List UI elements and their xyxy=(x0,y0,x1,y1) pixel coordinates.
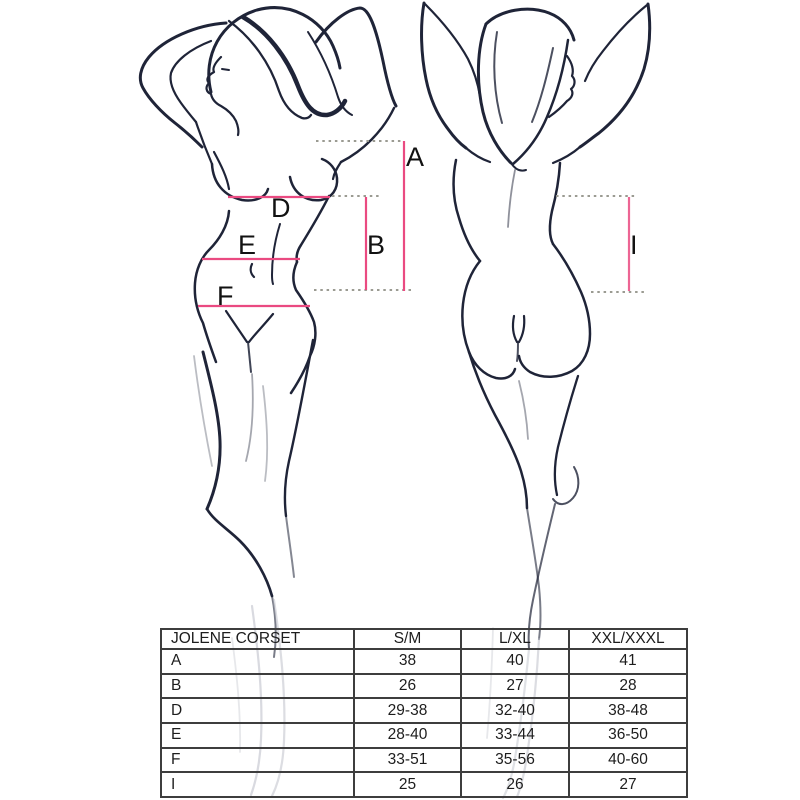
back-figure-line-art xyxy=(422,3,650,649)
size-table-header-row xyxy=(161,629,687,649)
measure-label-d: D xyxy=(271,193,291,223)
front-hair-sweep xyxy=(243,17,345,115)
back-crease-stem xyxy=(517,342,518,361)
back-knee-crease xyxy=(553,467,578,504)
front-right-arm-outer xyxy=(316,8,396,106)
table-row-e xyxy=(161,723,687,748)
value-cell: 25 xyxy=(354,772,461,797)
front-right-waist xyxy=(297,196,329,262)
value-cell: 40 xyxy=(461,649,569,674)
value-cell: 33-51 xyxy=(354,748,461,773)
front-eye xyxy=(222,69,229,70)
value-cell: 36-50 xyxy=(569,723,687,748)
front-right-forearm xyxy=(341,108,394,162)
front-pubic-stem xyxy=(248,342,251,372)
back-right-hip-buttock xyxy=(519,244,590,377)
front-hair-strand xyxy=(229,21,311,118)
back-right-thigh xyxy=(555,376,578,495)
back-right-silhouette xyxy=(550,163,560,244)
front-figure-line-art xyxy=(140,8,396,657)
value-cell: 28-40 xyxy=(354,723,461,748)
back-right-arm-outer xyxy=(580,4,650,147)
back-right-shoulder xyxy=(553,147,580,163)
value-cell: 41 xyxy=(569,649,687,674)
back-hair-right-edge xyxy=(513,40,568,164)
value-cell: 27 xyxy=(569,772,687,797)
front-right-thigh xyxy=(285,340,313,516)
measure-key-cell: B xyxy=(161,674,354,699)
measure-key-cell: I xyxy=(161,772,354,797)
value-cell: 28 xyxy=(569,674,687,699)
value-cell: 35-56 xyxy=(461,748,569,773)
back-left-shoulder xyxy=(466,148,490,162)
front-inner-thigh-light xyxy=(246,374,253,461)
size-col-header-lxl: L/XL xyxy=(461,629,569,649)
front-right-breast xyxy=(290,159,337,200)
front-inner-thigh-light-2 xyxy=(263,386,267,481)
front-left-arm-inner xyxy=(170,41,211,122)
size-col-header-xxl: XXL/XXXL xyxy=(569,629,687,649)
back-crease-right xyxy=(519,316,524,342)
table-row-d xyxy=(161,698,687,723)
value-cell: 38 xyxy=(354,649,461,674)
back-crease-left xyxy=(513,316,517,342)
back-left-inner-thigh xyxy=(519,381,528,439)
measure-key-cell: A xyxy=(161,649,354,674)
back-left-hip-buttock xyxy=(462,261,515,379)
measure-label-e: E xyxy=(238,230,257,260)
value-cell: 27 xyxy=(461,674,569,699)
front-right-shin xyxy=(286,516,294,577)
value-cell: 29-38 xyxy=(354,698,461,723)
product-name-header: JOLENE CORSET xyxy=(161,629,354,649)
size-table xyxy=(160,628,688,798)
table-row-i xyxy=(161,772,687,797)
measure-label-b: B xyxy=(367,230,386,260)
measure-label-a: A xyxy=(406,142,425,172)
back-right-arm-inner xyxy=(585,5,647,81)
front-left-arm-outer xyxy=(140,23,226,147)
front-right-hip xyxy=(291,262,315,393)
front-navel xyxy=(251,264,254,277)
back-face-profile xyxy=(549,56,575,117)
value-cell: 26 xyxy=(461,772,569,797)
measure-label-i: I xyxy=(630,230,638,260)
back-hair-crown xyxy=(486,9,574,40)
front-left-calf xyxy=(207,509,272,596)
front-pubic-left xyxy=(226,311,247,342)
measure-key-cell: F xyxy=(161,748,354,773)
front-left-breast xyxy=(212,164,268,200)
size-col-header-sm: S/M xyxy=(354,629,461,649)
measure-key-cell: D xyxy=(161,698,354,723)
front-pubic-right xyxy=(249,314,273,342)
measure-key-cell: E xyxy=(161,723,354,748)
value-cell: 40-60 xyxy=(569,748,687,773)
front-abdomen-line xyxy=(272,224,280,284)
back-left-arm-inner xyxy=(425,4,480,96)
back-hair-strand xyxy=(494,32,502,123)
table-row-f xyxy=(161,748,687,773)
value-cell: 32-40 xyxy=(461,698,569,723)
table-row-b xyxy=(161,674,687,699)
measurement-guides-dotted xyxy=(314,141,644,292)
back-spine-hint xyxy=(508,170,515,227)
back-left-leg-outer xyxy=(469,352,527,508)
value-cell: 33-44 xyxy=(461,723,569,748)
value-cell: 26 xyxy=(354,674,461,699)
value-cell: 38-48 xyxy=(569,698,687,723)
back-left-silhouette xyxy=(454,160,480,261)
table-row-a xyxy=(161,649,687,674)
measure-label-f: F xyxy=(217,281,234,311)
